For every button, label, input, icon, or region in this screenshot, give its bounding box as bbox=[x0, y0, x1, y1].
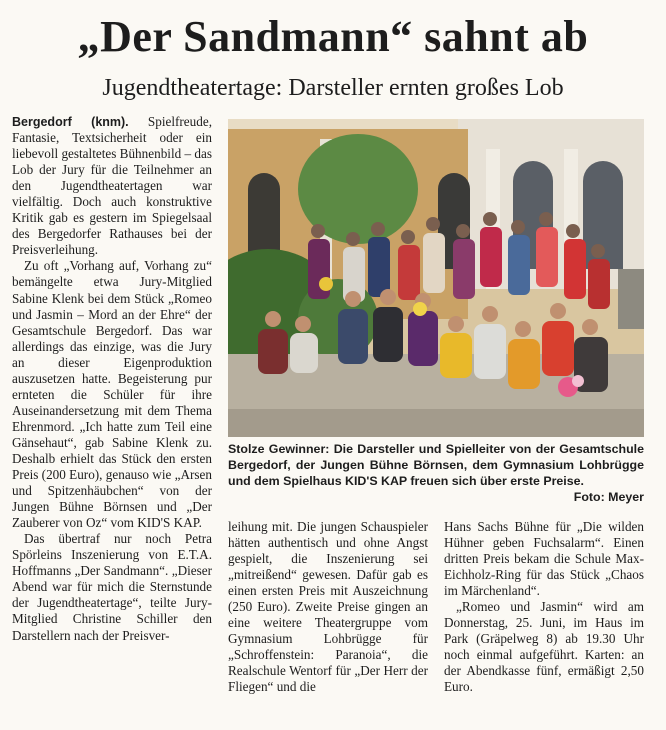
paragraph-6: „Romeo und Jasmin“ wird am Donnerstag, 25. Juni, im Haus im Park (Gräpelweg 8) ab 19.30 Uhr noch einmal aufgeführt. Karten: an der Abendkasse fünf, ermäßigt 2,50 Euro. bbox=[444, 599, 644, 695]
headline: „Der Sandmann“ sahnt ab bbox=[77, 12, 589, 61]
article-column-2 bbox=[228, 519, 428, 714]
photo-credit: Foto: Meyer bbox=[573, 490, 644, 504]
paragraph-1 bbox=[12, 114, 212, 258]
group-photo bbox=[228, 119, 644, 437]
paragraph-5: Hans Sachs Bühne für „Die wilden Hühner geben Fuchsalarm“. Einen dritten Preis bekam die Schule Max-Eichholz-Ring für das Stück „Chaos im Märchenland“. bbox=[444, 519, 644, 599]
article-column-1 bbox=[12, 114, 212, 714]
paragraph-4: leihung mit. Die jungen Schauspieler hätten authentisch und ohne Angst gespielt, die Inszenierung sei „mitreißend“ gewesen. Dafür gab es einen ersten Preis mit Auszeichnung (250 Euro). Zweite Preise gingen an eine weitere Theatergruppe vom Gymnasium Lohbrügge für „Schroffenstein: Paranoia“, die Realschule Wentorf für „Der Herr der Fliegen“ und die bbox=[228, 519, 428, 695]
caption-text: Stolze Gewinner: Die Darsteller und Spielleiter von der Gesamtschule Bergedorf, der Jungen Bühne Börnsen, dem Gymnasium Lohbrügge und dem Spielhaus KID'S KAP freuen sich über erste Preise. bbox=[228, 442, 644, 488]
photo-caption bbox=[228, 441, 644, 505]
article-column-3 bbox=[444, 519, 644, 714]
paragraph-1-text: Spielfreude, Fantasie, Textsicherheit oder ein liebevoll gestaltetes Bühnenbild – das Lob der Jury für die Teilnehmer an den Jugendtheatertagen war vielfältig. Doch auch konstruktive Kritik gab es gestern im Spiegelsaal des Bergedorfer Rathauses bei der Preisverleihung. bbox=[12, 114, 212, 258]
paragraph-3: Das übertraf nur noch Petra Spörleins Inszenierung von E.T.A. Hoffmanns „Der Sandmann“. „Dieser Abend war für mich die Sternstunde der Jugendtheatertage“, teilte Jury-Mitglied Christine Schiller den Darstellern nach der Preisver- bbox=[12, 531, 212, 643]
dateline: Bergedorf (knm). bbox=[12, 115, 129, 129]
subheadline: Jugendtheatertage: Darsteller ernten großes Lob bbox=[102, 75, 564, 101]
paragraph-2: Zu oft „Vorhang auf, Vorhang zu“ bemängelte etwa Jury-Mitglied Sabine Klenk bei dem Stück „Romeo und Jasmin – Mord an der Ehre“ der Gesamtschule Bergedorf. Das war allerdings das einzige, was die Jury an dieser Eigenproduktion auszusetzen hatte. Begeisterung pur ernteten die Schüler für ihre Auseinandersetzung mit dem Thema Ehrenmord. „Ich hatte zum Teil eine Gänsehaut“, gab Sabine Klenk zu. Deshalb erhielt das Stück den ersten Preis (200 Euro), genauso wie „Arsen und Spitzenhäubchen“ von der Jungen Bühne Börnsen und „Der Zauberer von Oz“ vom KID'S KAP. bbox=[12, 258, 212, 531]
